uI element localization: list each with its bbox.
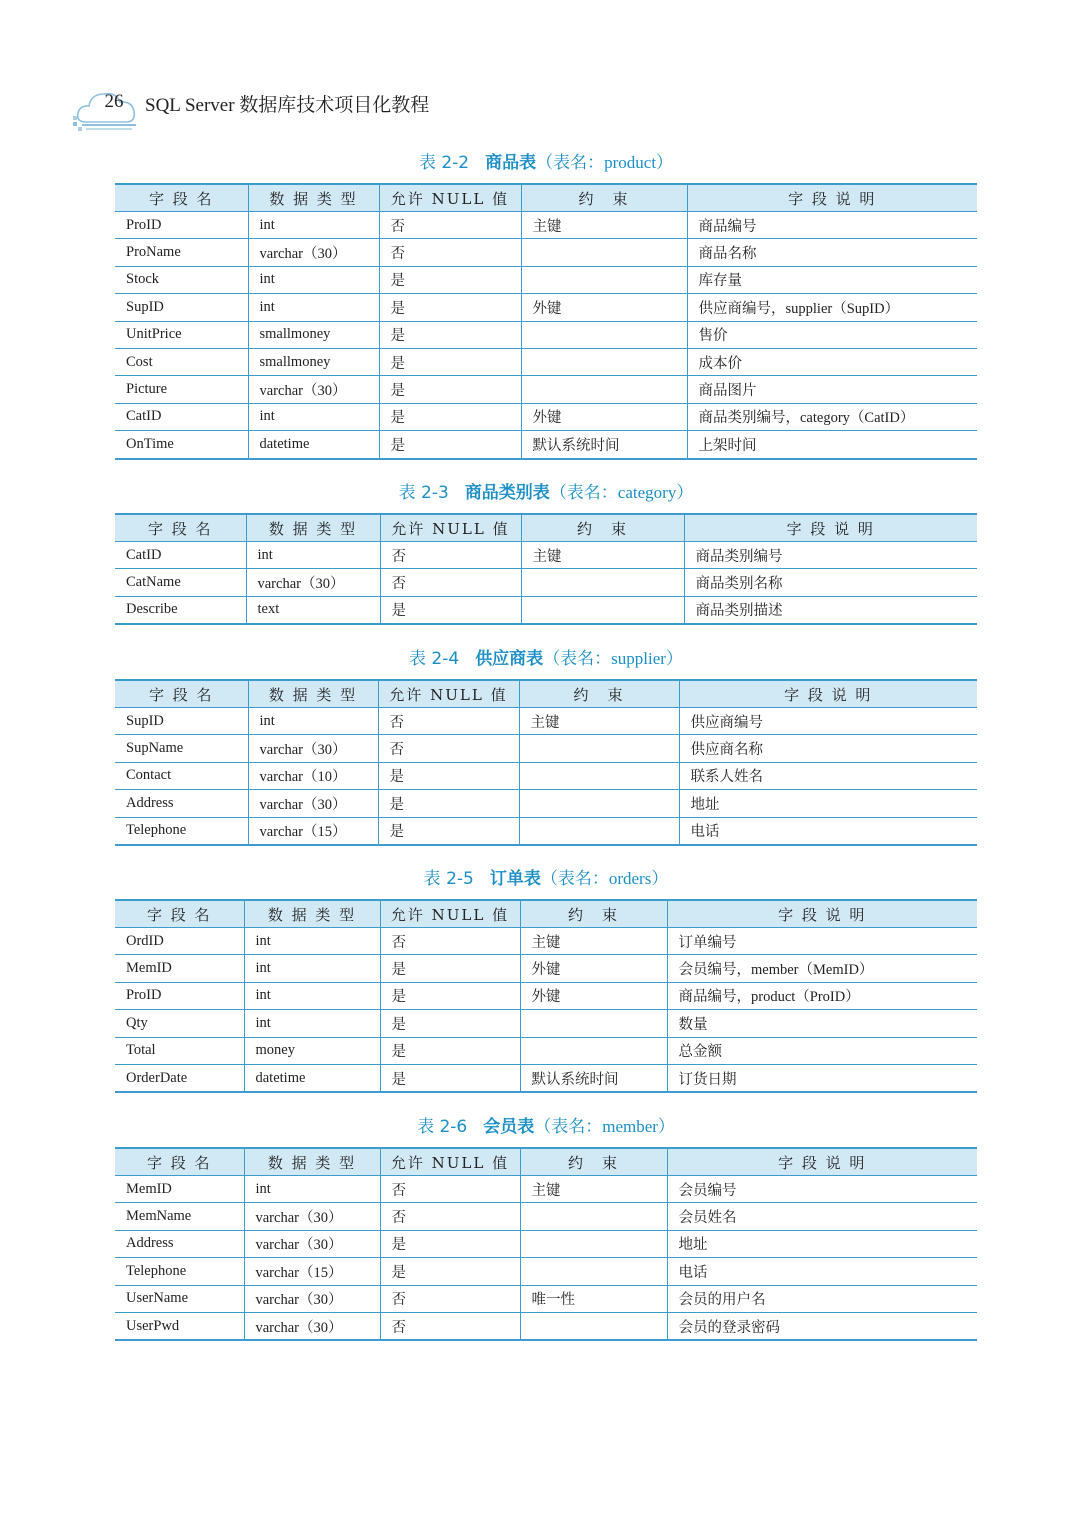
cell-description: 成本价 [687, 348, 977, 375]
column-header-constraint: 约 束 [521, 184, 687, 212]
cell-constraint [521, 348, 687, 375]
cell-allow-null: 否 [380, 1176, 520, 1203]
cell-description: 供应商名称 [679, 735, 977, 762]
cell-constraint [520, 1312, 667, 1340]
column-header-constraint: 约 束 [520, 900, 667, 928]
column-header-allow-null: 允许 NULL 值 [380, 1148, 520, 1176]
cell-constraint [519, 735, 679, 762]
caption-table-name: （表名：product） [536, 153, 674, 172]
table-row [115, 735, 977, 762]
column-header-field-name: 字 段 名 [115, 900, 244, 928]
cell-description: 售价 [687, 321, 977, 348]
cell-allow-null: 是 [380, 982, 520, 1009]
caption-name: 商品表 [485, 153, 537, 173]
cell-field-name: OnTime [115, 431, 248, 459]
header-row [115, 680, 977, 708]
cell-field-name: Picture [115, 376, 248, 403]
cell-field-name: UserName [115, 1285, 244, 1312]
cell-field-name: Address [115, 1230, 244, 1257]
cell-field-name: MemName [115, 1203, 244, 1230]
cell-data-type: int [248, 708, 378, 735]
cell-allow-null: 是 [380, 1037, 520, 1064]
cell-description: 联系人姓名 [679, 762, 977, 789]
header-row [115, 900, 977, 928]
cell-data-type: varchar（10） [248, 762, 378, 789]
table-row [115, 266, 977, 293]
cell-field-name: ProID [115, 212, 248, 239]
column-header-field-name: 字 段 名 [115, 514, 246, 542]
cell-constraint [521, 321, 687, 348]
cell-constraint: 唯一性 [520, 1285, 667, 1312]
table-block [115, 1107, 977, 1341]
column-header-description: 字 段 说 明 [687, 184, 977, 212]
table-row [115, 596, 977, 624]
cell-allow-null: 否 [380, 1203, 520, 1230]
cell-data-type: int [244, 1176, 380, 1203]
cell-data-type: int [248, 266, 379, 293]
cell-allow-null: 是 [379, 321, 521, 348]
cell-constraint: 默认系统时间 [520, 1064, 667, 1092]
cell-description: 商品名称 [687, 239, 977, 266]
cell-constraint: 外键 [520, 982, 667, 1009]
cell-field-name: OrdID [115, 928, 244, 955]
cell-constraint: 主键 [520, 928, 667, 955]
cell-data-type: smallmoney [248, 348, 379, 375]
table-row [115, 1312, 977, 1340]
cell-data-type: datetime [244, 1064, 380, 1092]
cell-description: 地址 [679, 790, 977, 817]
cell-allow-null: 否 [378, 708, 519, 735]
cell-constraint: 默认系统时间 [521, 431, 687, 459]
cell-field-name: Stock [115, 266, 248, 293]
cell-field-name: Telephone [115, 1258, 244, 1285]
cell-field-name: ProID [115, 982, 244, 1009]
cell-description: 订货日期 [667, 1064, 977, 1092]
cell-data-type: int [244, 1010, 380, 1037]
cell-description: 商品类别编号，category（CatID） [687, 403, 977, 430]
table-caption [115, 143, 977, 183]
cell-description: 商品类别编号 [684, 542, 977, 569]
cell-field-name: Cost [115, 348, 248, 375]
cell-allow-null: 是 [380, 1258, 520, 1285]
cell-constraint [520, 1230, 667, 1257]
cell-allow-null: 否 [380, 1285, 520, 1312]
cell-allow-null: 是 [380, 596, 521, 624]
column-header-field-name: 字 段 名 [115, 184, 248, 212]
table-row [115, 1176, 977, 1203]
cell-data-type: varchar（15） [244, 1258, 380, 1285]
caption-table-name: （表名：category） [549, 483, 694, 502]
cell-data-type: smallmoney [248, 321, 379, 348]
cell-allow-null: 是 [380, 1010, 520, 1037]
cell-data-type: int [248, 294, 379, 321]
cell-description: 会员姓名 [667, 1203, 977, 1230]
column-header-allow-null: 允许 NULL 值 [380, 900, 520, 928]
cell-description: 商品图片 [687, 376, 977, 403]
table-row [115, 321, 977, 348]
cell-allow-null: 否 [379, 212, 521, 239]
table-row [115, 294, 977, 321]
cell-data-type: varchar（30） [248, 239, 379, 266]
cell-allow-null: 否 [378, 735, 519, 762]
column-header-field-name: 字 段 名 [115, 1148, 244, 1176]
cell-description: 商品编号，product（ProID） [667, 982, 977, 1009]
cell-field-name: MemID [115, 955, 244, 982]
column-header-allow-null: 允许 NULL 值 [379, 184, 521, 212]
cell-description: 供应商编号 [679, 708, 977, 735]
header-row [115, 1148, 977, 1176]
cell-description: 上架时间 [687, 431, 977, 459]
table-row [115, 1037, 977, 1064]
cell-field-name: Total [115, 1037, 244, 1064]
cell-field-name: Qty [115, 1010, 244, 1037]
cell-allow-null: 是 [379, 376, 521, 403]
caption-name: 供应商表 [475, 649, 544, 669]
cell-data-type: int [244, 982, 380, 1009]
cell-constraint: 主键 [520, 1176, 667, 1203]
table-row [115, 1064, 977, 1092]
cell-allow-null: 否 [380, 569, 521, 596]
book-title: SQL Server 数据库技术项目化教程 [145, 95, 430, 116]
schema-table [115, 679, 977, 846]
cell-constraint [519, 817, 679, 845]
cell-allow-null: 是 [380, 955, 520, 982]
cell-field-name: Describe [115, 596, 246, 624]
cell-data-type: int [248, 212, 379, 239]
cell-field-name: UnitPrice [115, 321, 248, 348]
column-header-data-type: 数 据 类 型 [246, 514, 380, 542]
column-header-constraint: 约 束 [519, 680, 679, 708]
caption-number: 表 2-4 [409, 649, 460, 669]
table-row [115, 431, 977, 459]
column-header-data-type: 数 据 类 型 [248, 184, 379, 212]
cell-description: 数量 [667, 1010, 977, 1037]
cell-field-name: CatID [115, 542, 246, 569]
table-row [115, 708, 977, 735]
table-caption [115, 473, 977, 513]
column-header-description: 字 段 说 明 [667, 900, 977, 928]
cell-description: 会员的用户名 [667, 1285, 977, 1312]
column-header-data-type: 数 据 类 型 [244, 900, 380, 928]
cell-description: 订单编号 [667, 928, 977, 955]
table-row [115, 955, 977, 982]
cell-data-type: varchar（30） [248, 376, 379, 403]
cell-constraint: 外键 [520, 955, 667, 982]
cell-field-name: Address [115, 790, 248, 817]
cell-constraint [521, 266, 687, 293]
table-caption [115, 639, 977, 679]
schema-table [115, 183, 977, 460]
cell-field-name: SupName [115, 735, 248, 762]
table-row [115, 928, 977, 955]
cell-allow-null: 是 [378, 790, 519, 817]
cell-constraint [520, 1203, 667, 1230]
cell-field-name: CatName [115, 569, 246, 596]
table-block [115, 473, 977, 625]
cell-data-type: varchar（30） [244, 1285, 380, 1312]
column-header-description: 字 段 说 明 [684, 514, 977, 542]
cell-constraint [521, 239, 687, 266]
column-header-data-type: 数 据 类 型 [248, 680, 378, 708]
table-caption [115, 1107, 977, 1147]
cell-constraint [521, 596, 684, 624]
caption-name: 订单表 [489, 869, 541, 889]
cell-field-name: SupID [115, 294, 248, 321]
table-row [115, 569, 977, 596]
table-row [115, 762, 977, 789]
schema-table [115, 1147, 977, 1341]
cell-constraint [519, 762, 679, 789]
table-row [115, 1285, 977, 1312]
cell-description: 会员编号，member（MemID） [667, 955, 977, 982]
cell-constraint [520, 1037, 667, 1064]
cell-data-type: int [246, 542, 380, 569]
table-row [115, 817, 977, 845]
cell-allow-null: 是 [379, 403, 521, 430]
cell-field-name: OrderDate [115, 1064, 244, 1092]
cell-field-name: ProName [115, 239, 248, 266]
cell-data-type: text [246, 596, 380, 624]
cell-data-type: varchar（15） [248, 817, 378, 845]
cell-description: 商品类别描述 [684, 596, 977, 624]
table-row [115, 982, 977, 1009]
caption-number: 表 2-2 [418, 153, 470, 173]
cell-allow-null: 是 [378, 817, 519, 845]
cell-description: 库存量 [687, 266, 977, 293]
cell-allow-null: 否 [380, 1312, 520, 1340]
table-row [115, 348, 977, 375]
cell-constraint: 主键 [519, 708, 679, 735]
caption-number: 表 2-6 [417, 1117, 468, 1137]
schema-table [115, 513, 977, 625]
cell-description: 总金额 [667, 1037, 977, 1064]
table-row [115, 1203, 977, 1230]
column-header-description: 字 段 说 明 [679, 680, 977, 708]
column-header-description: 字 段 说 明 [667, 1148, 977, 1176]
cell-allow-null: 是 [379, 294, 521, 321]
table-row [115, 542, 977, 569]
cell-description: 地址 [667, 1230, 977, 1257]
cell-allow-null: 是 [379, 266, 521, 293]
cell-allow-null: 是 [380, 1230, 520, 1257]
cell-field-name: CatID [115, 403, 248, 430]
caption-table-name: （表名：member） [534, 1117, 675, 1136]
schema-table [115, 899, 977, 1093]
table-row [115, 403, 977, 430]
cell-allow-null: 否 [380, 928, 520, 955]
cell-data-type: int [244, 955, 380, 982]
cell-description: 商品类别名称 [684, 569, 977, 596]
cell-data-type: int [244, 928, 380, 955]
page-header [72, 80, 572, 132]
column-header-data-type: 数 据 类 型 [244, 1148, 380, 1176]
cell-constraint: 主键 [521, 212, 687, 239]
cell-allow-null: 否 [379, 239, 521, 266]
cell-allow-null: 是 [378, 762, 519, 789]
page-number: 26 [104, 91, 124, 112]
column-header-field-name: 字 段 名 [115, 680, 248, 708]
cell-field-name: Telephone [115, 817, 248, 845]
cell-data-type: datetime [248, 431, 379, 459]
caption-number: 表 2-5 [423, 869, 474, 889]
column-header-allow-null: 允许 NULL 值 [378, 680, 519, 708]
cell-data-type: varchar（30） [248, 735, 378, 762]
cell-field-name: Contact [115, 762, 248, 789]
cell-description: 商品编号 [687, 212, 977, 239]
cell-data-type: varchar（30） [244, 1203, 380, 1230]
cell-data-type: varchar（30） [244, 1230, 380, 1257]
cell-constraint [519, 790, 679, 817]
table-row [115, 790, 977, 817]
cell-description: 电话 [667, 1258, 977, 1285]
cell-data-type: varchar（30） [248, 790, 378, 817]
caption-table-name: （表名：orders） [540, 869, 669, 888]
table-row [115, 1258, 977, 1285]
caption-name: 会员表 [483, 1117, 535, 1137]
cell-field-name: MemID [115, 1176, 244, 1203]
table-block [115, 143, 977, 460]
cell-data-type: int [248, 403, 379, 430]
cell-field-name: UserPwd [115, 1312, 244, 1340]
caption-name: 商品类别表 [464, 483, 550, 503]
cell-constraint: 主键 [521, 542, 684, 569]
table-row [115, 239, 977, 266]
cell-constraint: 外键 [521, 403, 687, 430]
cell-description: 会员编号 [667, 1176, 977, 1203]
cell-description: 电话 [679, 817, 977, 845]
table-row [115, 376, 977, 403]
cell-constraint [521, 569, 684, 596]
column-header-allow-null: 允许 NULL 值 [380, 514, 521, 542]
cell-constraint [520, 1010, 667, 1037]
cell-field-name: SupID [115, 708, 248, 735]
table-block [115, 639, 977, 846]
cell-data-type: varchar（30） [244, 1312, 380, 1340]
cell-description: 供应商编号，supplier（SupID） [687, 294, 977, 321]
cell-allow-null: 是 [379, 431, 521, 459]
cell-allow-null: 是 [380, 1064, 520, 1092]
caption-number: 表 2-3 [398, 483, 449, 503]
cell-allow-null: 否 [380, 542, 521, 569]
cell-allow-null: 是 [379, 348, 521, 375]
cell-data-type: money [244, 1037, 380, 1064]
header-row [115, 184, 977, 212]
table-row [115, 212, 977, 239]
table-block [115, 859, 977, 1093]
header-row [115, 514, 977, 542]
cell-constraint [521, 376, 687, 403]
caption-table-name: （表名：supplier） [543, 649, 683, 668]
cell-description: 会员的登录密码 [667, 1312, 977, 1340]
table-caption [115, 859, 977, 899]
cell-data-type: varchar（30） [246, 569, 380, 596]
table-row [115, 1010, 977, 1037]
cell-constraint [520, 1258, 667, 1285]
column-header-constraint: 约 束 [520, 1148, 667, 1176]
table-row [115, 1230, 977, 1257]
cell-constraint: 外键 [521, 294, 687, 321]
column-header-constraint: 约 束 [521, 514, 684, 542]
